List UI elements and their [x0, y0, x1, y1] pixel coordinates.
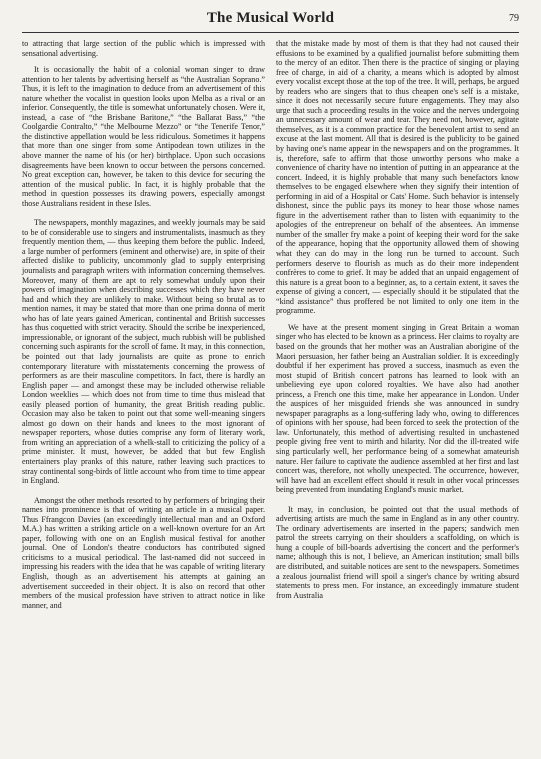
text-columns [22, 39, 519, 617]
right-column [276, 39, 519, 617]
paragraph: The newspapers, monthly magazines, and weekly journals may be said to be of considerable use to singers and instrumentalists, inasmuch as they frequently mention them, — thus keeping them before the public. Indeed, a large number of performers (eminent and otherwise) are, in spite of their affected dislike to publicity, uncommonly glad to supply enterprising journalists and paragraph writers with information concerning themselves. Moreover, many of them are apt to rely somewhat unduly upon their powers of imagination when describing successes which they have never had and which they are unlikely to make. Without being so brutal as to mention names, it may be stated that more than one prima donna of merit who has of late years gained American, continental and British successes has thus coquetted with strict veracity. Should the scribe be inexperienced, impressionable, or ignorant of the subject, much rubbish will be published concerning such aspirants for the scroll of fame. It may, in this connection, be pointed out that lady journalists are quite as prone to enrich contemporary literature with misstatements concerning the prowess of performers as are their masculine competitors. In fact, there is hardly an English paper — and amongst these may be included otherwise reliable London weeklies — which does not from time to time thus mislead that easily pleased portion of humanity, the great British reading public. Occasion may also be taken to point out that some well-meaning singers almost go down on their hands and knees to the most ignorant of newspaper reporters, whose duties comprise any form of literary work, from writing an appreciation of a whelk-stall to criticizing the policy of a prime minister. It must, however, be added that but few English entertainers play pranks of this nature, rather leaving such practices to stray continental song-birds of little account who from time to time appear in England. [22, 218, 265, 486]
page-number: 79 [509, 13, 519, 24]
journal-title: The Musical World [206, 10, 335, 26]
paragraph: We have at the present moment singing in Great Britain a woman singer who has elected to be known as a princess. Her claims to royalty are based on the grounds that her mother was an Australian aborigine of the Maori persuasion, her father being an Australian soldier. It is exceedingly doubtful if her experiment has proved a success, inasmuch as even the most stupid of British concert patrons has learned to look with an unbelieving eye upon colored royalties. We have also had another princess, a French one this time, make her appearance in London. Under the auspices of her misguided friends she was announced in sundry newspaper paragraphs as a long-suffering lady who, owing to differences of opinions with her spouse, had been forced to seek the protection of the law. Unfortunately, this method of advertising resulted in unchastened people giving free vent to mirth and hilarity. Nor did the ill-treated wife sing particularly well, her performance being of a somewhat amateurish nature. Her failure to captivate the audience assembled at her first and last concert was, therefore, not wholly unexpected. The occurrence, however, will have had an excellent effect should it result in other vocal princesses being prevented from inundating England's music market. [276, 322, 519, 495]
paragraph: to attracting that large section of the public which is impressed with sensational advertising. [22, 39, 265, 58]
paragraph: Amongst the other methods resorted to by performers of bringing their names into prominence is that of writing an article in a musical paper. Thus Ffrangcon Davies (an exceedingly intellectual man and an Oxford M.A.) has written a striking article on a well-known overture for an Art paper, following with one on an English musical festival for another journal. One of London's theatre conductors has contributed signed criticisms to a musical periodical. The last-named did not succeed in impressing his readers with the idea that he was capable of writing literary English, though as an advertisement his attempts at gaining an advertisement succeeded in their object. It is also on record that other members of the musical profession have striven to attract notice in like manner, and [22, 495, 265, 610]
left-column [22, 39, 265, 617]
page-header [22, 10, 519, 33]
paragraph: It is occasionally the habit of a colonial woman singer to draw attention to her talents by advertising herself as “the Australian Soprano.” Thus, it is left to the imagination to deduce from an advertisement of this nature whether the vocalist in question looks upon Melba as a rival or an inferior. Consequently, the title is somewhat unfortunately chosen. Were it, instead, a case of “the Brisbane Baritone,” “the Ballarat Bass,” “the Coolgardie Contralto,” “the Melbourne Mezzo” or “the Tenerife Tenor,” the distinctive appellation would be less ridiculous. Sometimes it happens that more than one singer from some Antipodean town utilizes in the above manner the name of his (or her) birthplace. Upon such occasions disagreements have been known to occur between the persons concerned. No great exception can, however, be taken to this device for securing the attention of the musical public. In fact, it is highly probable that the method in question possesses its drawing powers, especially amongst those Australians resident in these Isles. [22, 65, 265, 208]
paragraph: It may, in conclusion, be pointed out that the usual methods of advertising artists are much the same in England as in any other country. The ordinary advertisements are inserted in the papers; sandwich men patrol the streets carrying on their shoulders a scaffolding, on which is hung a couple of bill-boards advertising the concert and the performer's name; although this is not, I believe, an American institution; small bills are distributed, and suitable notices are sent to the newspapers. Sometimes a zealous journalist friend will spoil a singer's chance by writing absurd statements to press men. For instance, an exceedingly immature student from Australia [276, 504, 519, 600]
paragraph: that the mistake made by most of them is that they had not caused their effusions to be examined by a qualified journalist before submitting them to the mercy of an editor. Then there is the practice of singing or playing free of charge, in aid of a charity, a means which is adopted by almost every vocalist except those at the top of the tree. It will, perhaps, be argued by readers who are singers that to thus cheapen one's self is a mistake, since it does not necessarily secure future engagements. They may also urge that such a proceeding results in the voice and the nerves undergoing an unnecessary amount of wear and tear. They need not, however, agitate themselves, as it is a common practice for the benevolent artist to send an excuse at the last moment. All that is desired is the publicity to be gained by having one's name appear in the newspapers and on the programmes. It is, therefore, safe to affirm that those unworthy persons who make a convenience of charity have no intention of putting in an appearance at the concert. Indeed, it is highly probable that many such benefactors know themselves to be engaged elsewhere when they signify their intention of performing in aid of a Hospital or Cats' Home. Such behavior is intensely dishonest, since the public pays its money to hear those whose names figure in the advertisement rather than to listen with equanimity to the apologies of the entrepreneur on behalf of the absentees. An immense number of the smaller fry make a point of keeping their word for the sake of the appearance, hoping that the opportunity allowed them of showing what they can do may in the long run be turned to account. Such performers deserve to flourish as much as do their more independent confrères to come to grief. It may be added that an unpaid engagement of this nature is a great boon to a beginner, as, to a certain extent, it saves the expense of giving a concert, — especially should it be stipulated that the “kind assistance” thus proffered be not limited to only one item in the programme. [276, 39, 519, 316]
